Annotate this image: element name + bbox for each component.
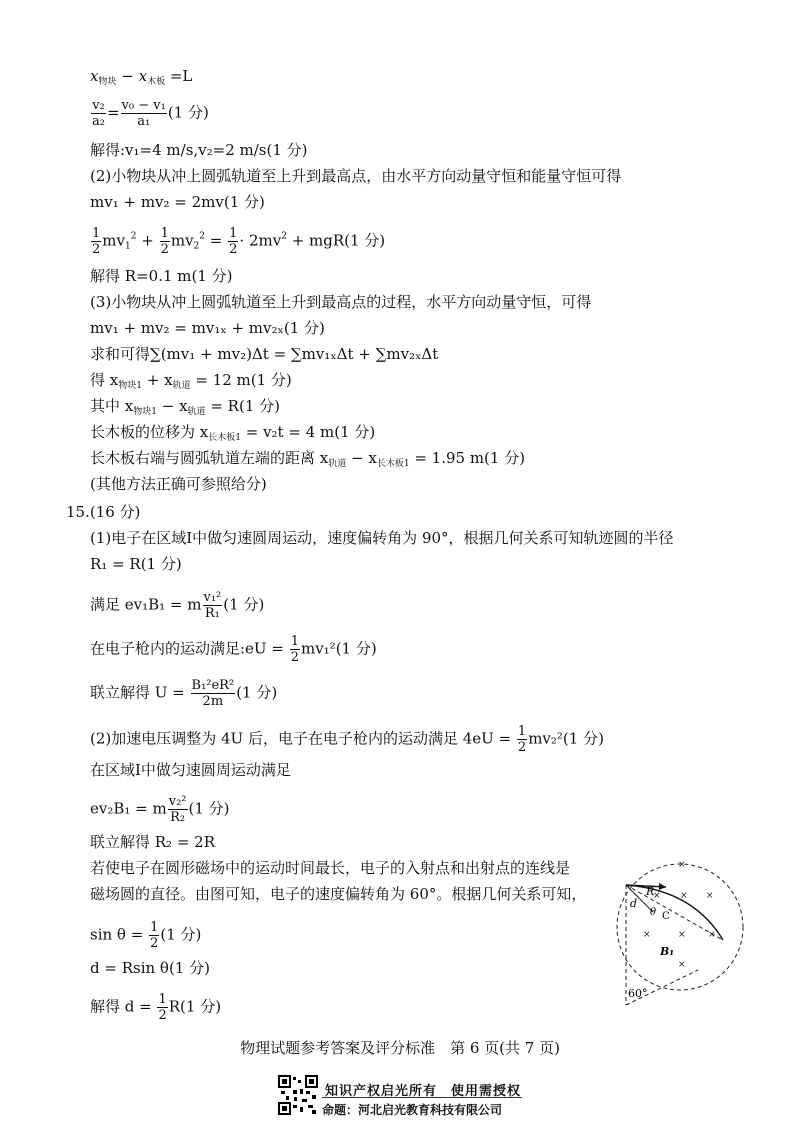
svg-text:×: × <box>680 891 688 901</box>
label-theta: θ <box>650 907 657 918</box>
q15-part2-eq: (2)加速电压调整为 4U 后，电子在电子枪内的运动满足 4eU = $\frac{1}{2}$ mv₂²(1 分) <box>90 724 604 755</box>
question-15-heading: 15.(16 分) <box>66 503 141 521</box>
equation-energy: $\frac{1}{2}$ $mv_1^2$ + $\frac{1}{2}$ $mv_2^2$ = $\frac{1}{2}$ · $2mv^2 + mgR(1$ 分) <box>92 226 386 257</box>
copyright-notice: 知识产权启光所有 使用需授权 <box>325 1084 522 1099</box>
qr-code-icon <box>278 1075 318 1115</box>
svg-text:×: × <box>708 930 716 940</box>
q15-radius-eq: R₁ = R(1 分) <box>90 555 182 573</box>
equation-board-displacement: 长木板的位移为 $x_{长木板1} = v_2t = 4$ m(1 分) <box>90 423 376 443</box>
page-footer-title: 物理试题参考答案及评分标准 第 6 页(共 7 页) <box>240 1039 560 1057</box>
label-d: d <box>630 897 638 910</box>
svg-text:×: × <box>706 891 714 901</box>
svg-text:×: × <box>678 960 686 970</box>
solution-radius: 解得 R=0.1 m(1 分) <box>90 267 233 285</box>
svg-text:×: × <box>678 930 686 940</box>
question-3-text: (3)小物块从冲上圆弧轨道至上升到最高点的过程，水平方向动量守恒，可得 <box>90 293 592 311</box>
grading-note: (其他方法正确可参照给分) <box>90 475 267 493</box>
q15-voltage-eq: 联立解得 U = $\frac{\text{B₁²eR²}}{2m}$ (1 分) <box>90 678 278 709</box>
question-2-text: (2)小物块从冲上圆弧轨道至上升到最高点，由水平方向动量守恒和能量守恒可得 <box>90 167 622 185</box>
equation-sum-displacement: 得 $x_{物块1} + x_{轨道} = 12$ m(1 分) <box>90 371 292 391</box>
footer-divider <box>322 1097 522 1098</box>
label-R: R <box>646 885 655 898</box>
q15-max-time-text: 若使电子在圆形磁场中的运动时间最长，电子的入射点和出射点的连线是 <box>90 859 571 877</box>
q15-geometry-text: 磁场圆的直径。由图可知，电子的速度偏转角为 60°。根据几何关系可知， <box>90 885 587 903</box>
publisher-notice: 命题：河北启光教育科技有限公司 <box>322 1103 503 1117</box>
equation-momentum: mv₁ + mv₂ = 2mv(1 分) <box>90 193 265 211</box>
solution-velocities: 解得:v₁=4 m/s,v₂=2 m/s(1 分) <box>90 141 308 159</box>
label-60deg: 60° <box>628 987 648 1000</box>
q15-sin-eq: sin θ = $\frac{1}{2}$ (1 分) <box>90 920 202 951</box>
equation-difference-displacement: 其中 $x_{物块1} - x_{轨道} = R(1$ 分) <box>90 397 280 417</box>
label-B1: B₁ <box>660 945 675 958</box>
q15-gun-eq: 在电子枪内的运动满足:eU = $\frac{1}{2}$ mv₁²(1 分) <box>90 634 377 665</box>
q15-region-text: 在区域Ⅰ中做匀速圆周运动满足 <box>90 761 291 779</box>
q15-d-eq: d = Rsin θ(1 分) <box>90 959 210 977</box>
q15-solve-r2: 联立解得 R₂ = 2R <box>90 833 216 851</box>
equation-distance: 长木板右端与圆弧轨道左端的距离 $x_{轨道} - x_{长木板1} = 1.95$ m(1 分) <box>90 449 526 469</box>
q15-part1-text: (1)电子在区域Ⅰ中做匀速圆周运动，速度偏转角为 90°，根据几何关系可知轨迹圆的半径 <box>90 529 674 547</box>
equation-velocity-ratio: $\frac{\text{v₂}}{\text{a₂}}$ = $\frac{\text{v₀ − v₁}}{\text{a₁}}$ (1 分) <box>92 98 209 129</box>
q15-d-solution: 解得 d = $\frac{1}{2}$ R(1 分) <box>90 992 222 1023</box>
equation-momentum-components: mv₁ + mv₂ = mv₁ₓ + mv₂ₓ(1 分) <box>90 319 325 337</box>
arrowhead-icon <box>659 883 666 890</box>
svg-text:×: × <box>653 891 661 901</box>
q15-force-eq: 满足 ev₁B₁ = m $\frac{\text{v₁²}}{\text{R₁}}$ (1 分) <box>90 590 265 621</box>
equation-displacement: $x_{物块} - x_{木板} =L$ <box>90 67 193 87</box>
equation-summation: 求和可得∑(mv₁ + mv₂)Δt = ∑mv₁ₓΔt + ∑mv₂ₓΔt <box>90 345 439 363</box>
magnetic-field-diagram <box>598 855 768 1005</box>
field-circle <box>617 864 743 990</box>
svg-text:×: × <box>643 930 651 940</box>
svg-text:×: × <box>678 860 686 870</box>
q15-force-eq-2: ev₂B₁ = m $\frac{\text{v₂²}}{\text{R₂}}$ (1 分) <box>90 794 230 825</box>
label-C: C <box>662 911 670 922</box>
